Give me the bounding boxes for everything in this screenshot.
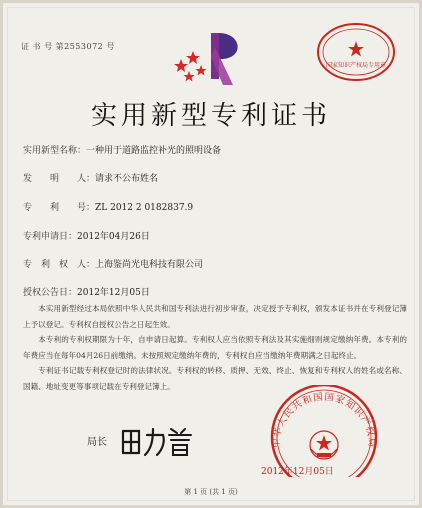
body-paragraph-1: 本实用新型经过本局依照中华人民共和国专利法进行初步审查，决定授予专利权，颁发本证书并在专利登记簿上予以登记。专利权自授权公告之日起生效。 <box>23 304 407 329</box>
utility-model-name-value: 一种用于道路监控补光的照明设备 <box>86 146 222 156</box>
grant-date-field <box>23 285 150 298</box>
patent-number-label: 专 利 号： <box>23 203 96 213</box>
page-footer: 第 1 页 (共 1 页) <box>184 488 238 496</box>
utility-model-name-field <box>23 143 221 156</box>
emblem-star-icon <box>186 51 200 64</box>
national-emblem-icon <box>310 431 338 459</box>
main-seal-text: 中华人民共和国国家知识产权局 <box>270 391 378 449</box>
seal-star-icon <box>348 41 364 57</box>
inventor-value: 请求不公布姓名 <box>95 174 159 184</box>
top-official-seal <box>315 21 397 83</box>
body-paragraph-2: 本专利的专利权期限为十年，自申请日起算。专利权人应当依照专利法及其实施细则规定缴纳年费。本专利的年费应当在每年04月26日前缴纳。未按照规定缴纳年费的，专利权自应当缴纳年费期满之日起终止。 <box>23 335 407 360</box>
certificate-number: 证 书 号 第2553072 号 <box>21 42 115 51</box>
inventor-label: 发 明 人： <box>23 174 96 184</box>
certificate-title: 实用新型专利证书 <box>90 101 331 131</box>
patent-number-field <box>23 200 193 213</box>
body-paragraph-3: 专利证书记载专利权登记时的法律状况。专利权的转移、质押、无效、终止、恢复和专利权人的姓名或名称、国籍、地址变更等事项记载在专利登记簿上。 <box>23 366 407 391</box>
emblem-star-icon <box>174 59 188 72</box>
utility-model-name-label: 实用新型名称： <box>23 146 87 156</box>
grant-date-label: 授权公告日： <box>23 288 78 298</box>
filing-date-field <box>23 229 150 242</box>
patent-holder-value: 上海鉴尚光电科技有限公司 <box>95 260 204 270</box>
patent-holder-field <box>23 257 203 270</box>
emblem-star-icon <box>196 65 207 76</box>
patent-number-value: ZL 2012 2 0182837.9 <box>95 203 194 213</box>
emblem-star-icon <box>184 71 195 82</box>
filing-date-label: 专利申请日： <box>23 232 78 242</box>
inventor-field <box>23 171 158 184</box>
top-seal-text: 国家知识产权局专用章 <box>325 62 387 69</box>
certificate-body <box>23 301 407 394</box>
patent-office-emblem-icon <box>171 27 257 89</box>
patent-holder-label: 专 利 权 人： <box>23 260 96 270</box>
director-signature <box>119 421 199 461</box>
seal-date: 2012年12月05日 <box>261 467 334 477</box>
filing-date-value: 2012年04月26日 <box>77 232 150 242</box>
director-label: 局长 <box>87 437 107 448</box>
grant-date-value: 2012年12月05日 <box>77 288 150 298</box>
